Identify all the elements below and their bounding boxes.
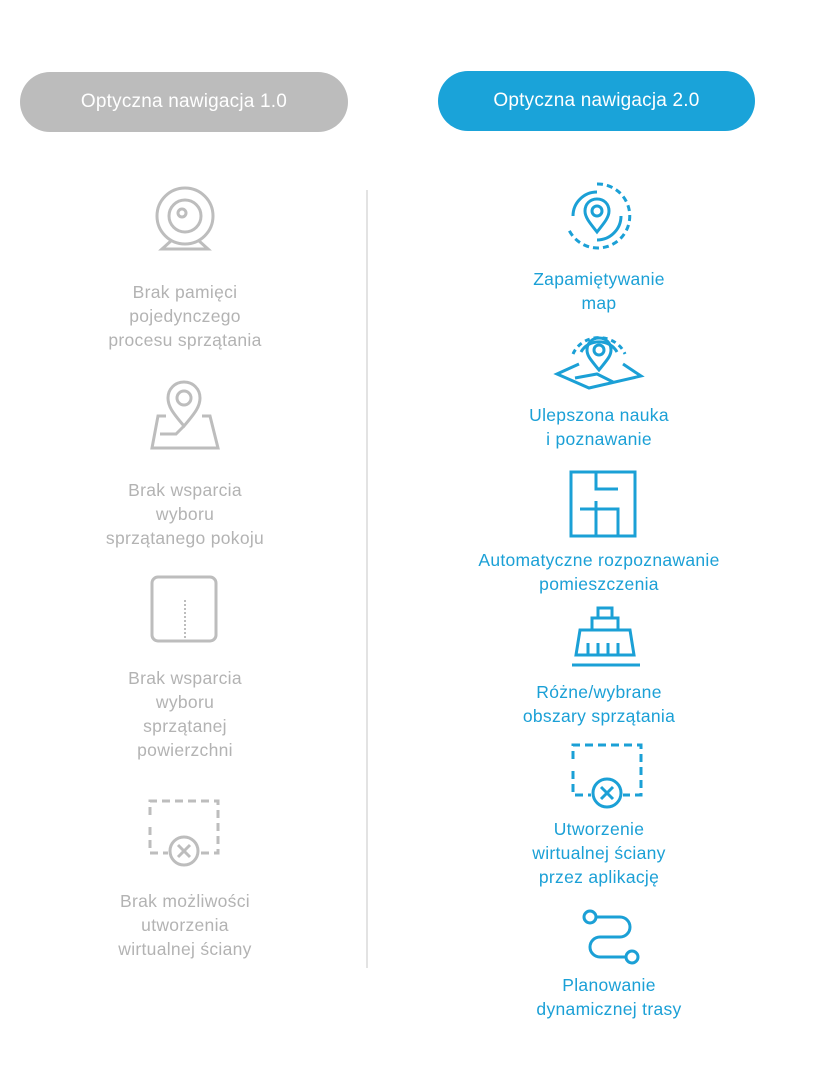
route-icon xyxy=(580,907,642,969)
label-line: wirtualnej ściany xyxy=(118,939,252,959)
left-item-2-label xyxy=(60,478,310,550)
virtual-wall-icon xyxy=(146,797,224,869)
map-pin-icon xyxy=(146,378,224,454)
label-line: wyboru xyxy=(155,692,215,712)
map-location-icon xyxy=(553,322,645,390)
label-line: pojedynczego xyxy=(129,306,241,326)
label-line: wirtualnej ściany xyxy=(532,843,666,863)
label-line: pomieszczenia xyxy=(539,574,659,594)
right-item-3-label xyxy=(444,548,754,596)
label-line: Brak wsparcia xyxy=(128,668,242,688)
room-layout-icon xyxy=(568,469,638,539)
label-line: i poznawanie xyxy=(546,429,652,449)
brush-icon xyxy=(570,605,642,669)
label-line: powierzchni xyxy=(137,740,233,760)
left-item-1-label xyxy=(60,280,310,352)
label-line: procesu sprzątania xyxy=(108,330,262,350)
room-icon xyxy=(149,574,219,644)
nav-1-header xyxy=(20,72,348,132)
virtual-wall-icon xyxy=(569,741,647,811)
label-line: Utworzenie xyxy=(553,819,645,839)
right-item-5-label xyxy=(474,817,724,889)
label-line: Automatyczne rozpoznawanie xyxy=(478,550,720,570)
label-line: Zapamiętywanie xyxy=(533,269,665,289)
label-line: utworzenia xyxy=(141,915,229,935)
column-divider xyxy=(366,190,368,968)
label-line: Brak pamięci xyxy=(132,282,238,302)
nav-1-title: Optyczna nawigacja 1.0 xyxy=(80,91,288,112)
label-line: Brak wsparcia xyxy=(128,480,242,500)
label-line: Różne/wybrane xyxy=(536,682,662,702)
label-line: przez aplikację xyxy=(538,867,660,887)
label-line: sprzątanej xyxy=(143,716,227,736)
nav-2-title: Optyczna nawigacja 2.0 xyxy=(493,90,700,111)
label-line: sprzątanego pokoju xyxy=(105,528,265,548)
right-item-1-label xyxy=(474,267,724,315)
label-line: map xyxy=(581,293,617,313)
label-line: obszary sprzątania xyxy=(522,706,676,726)
right-item-2-label xyxy=(474,403,724,451)
label-line: dynamicznej trasy xyxy=(536,999,682,1019)
left-item-3-label xyxy=(60,666,310,762)
right-item-4-label xyxy=(474,680,724,728)
location-radar-icon xyxy=(561,180,633,252)
left-item-4-label xyxy=(60,889,310,961)
nav-2-header xyxy=(438,71,755,131)
label-line: wyboru xyxy=(155,504,215,524)
label-line: Brak możliwości xyxy=(120,891,250,911)
right-item-6-label xyxy=(474,973,744,1021)
label-line: Planowanie xyxy=(562,975,656,995)
camera-icon xyxy=(148,183,222,257)
label-line: Ulepszona nauka xyxy=(529,405,669,425)
